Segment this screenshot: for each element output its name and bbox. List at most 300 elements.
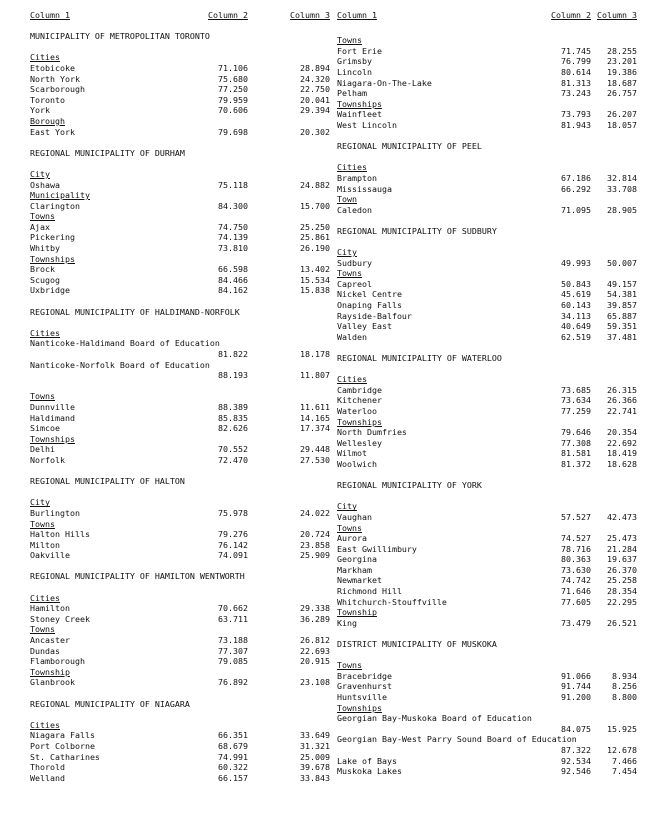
category-heading [30, 667, 330, 678]
column-2-value: 81.581 [561, 448, 591, 459]
column-3-value: 8.256 [612, 681, 637, 692]
column-3-value: 36.289 [300, 613, 330, 624]
category-heading [30, 52, 330, 63]
column-3-value: 25.861 [300, 232, 330, 243]
column-3-value: 8.934 [612, 670, 637, 681]
municipality-name: Huntsville [337, 692, 387, 702]
municipality-name: Markham [337, 564, 372, 575]
municipality-name: Lake of Bays [337, 755, 397, 766]
municipality-name: North Dumfries [337, 427, 407, 438]
table-row [337, 681, 637, 692]
region-title: REGIONAL MUNICIPALITY OF HALDIMAND-NORFOLK [30, 306, 240, 317]
spacer [337, 364, 637, 375]
category-heading [337, 268, 637, 279]
left-column-body [30, 21, 330, 784]
column-3-value: 20.041 [300, 94, 330, 105]
table-row [30, 635, 330, 646]
municipality-name: Port Colborne [30, 740, 95, 751]
municipality-name: Caledon [337, 204, 372, 215]
column-2-value: 81.822 [218, 349, 248, 359]
region-heading [30, 476, 330, 487]
column-2-value: 76.142 [218, 539, 248, 550]
category-label: Cities [30, 52, 60, 63]
column-3-value: 24.022 [300, 507, 330, 518]
column-2-value: 75.680 [218, 73, 248, 84]
table-row [30, 730, 330, 741]
entity-name: Georgian Bay-West Parry Sound Board of Education [337, 734, 577, 745]
table-row [337, 395, 637, 406]
column-3-value: 25.009 [300, 751, 330, 762]
table-row [30, 540, 330, 551]
municipality-name: Whitchurch-Stouffville [337, 596, 447, 607]
column-3-value: 31.321 [300, 740, 330, 751]
column-3-value: 26.190 [300, 243, 330, 254]
entity-name-line [337, 734, 637, 745]
category-heading [30, 391, 330, 402]
column-2-value: 84.075 [561, 723, 591, 734]
column-2-value: 73.630 [561, 564, 591, 575]
entity-name: Georgian Bay-Muskoka Board of Education [337, 713, 532, 724]
column-3-value: 59.351 [607, 321, 637, 332]
spacer [30, 158, 330, 169]
table-row [337, 311, 637, 322]
municipality-name: Nickel Centre [337, 289, 402, 300]
municipality-name: Aurora [337, 533, 367, 544]
category-heading [337, 417, 637, 428]
municipality-name: Stoney Creek [30, 613, 90, 624]
category-heading [337, 162, 637, 173]
column-2-value: 45.619 [561, 289, 591, 300]
category-heading [30, 434, 330, 445]
category-heading [337, 35, 637, 46]
region-title: DISTRICT MUNICIPALITY OF MUSKOKA [337, 639, 497, 650]
entity-name-line [30, 338, 330, 349]
category-heading [337, 99, 637, 110]
column-2-value: 72.470 [218, 454, 248, 465]
municipality-name: Halton Hills [30, 529, 90, 540]
column-3-value: 24.320 [300, 73, 330, 84]
region-heading [30, 31, 330, 42]
table-row [30, 105, 330, 116]
table-row [30, 127, 330, 138]
column-3-value: 23.108 [300, 677, 330, 688]
table-row [337, 438, 637, 449]
column-2-value: 57.527 [561, 511, 591, 522]
municipality-name: Ajax [30, 221, 50, 232]
municipality-name: Vaughan [337, 511, 372, 522]
column-2-value: 70.662 [218, 603, 248, 614]
municipality-name: Hamilton [30, 603, 70, 614]
municipality-name: Whitby [30, 243, 60, 254]
column-3-value: 20.724 [300, 529, 330, 540]
column-3-value: 65.887 [607, 310, 637, 321]
municipality-name: West Lincoln [337, 119, 397, 130]
table-row [30, 614, 330, 625]
column-3-value: 15.925 [607, 723, 637, 734]
column-2-value: 80.363 [561, 554, 591, 565]
column-2-value: 77.307 [218, 645, 248, 656]
table-row [30, 508, 330, 519]
category-label: City [30, 497, 50, 508]
column-3-value: 15.700 [300, 200, 330, 211]
municipality-name: Uxbridge [30, 285, 70, 296]
spacer [337, 470, 637, 481]
column-3-value: 26.366 [607, 395, 637, 406]
municipality-name: Wainfleet [337, 109, 382, 120]
spacer [337, 628, 637, 639]
region-title: REGIONAL MUNICIPALITY OF NIAGARA [30, 698, 190, 709]
entity-name-line [337, 713, 637, 724]
municipality-name: Pelham [337, 88, 367, 99]
table-row [337, 745, 637, 756]
column-3-value: 25.258 [607, 575, 637, 586]
category-heading [30, 328, 330, 339]
municipality-name: Georgina [337, 554, 377, 565]
category-heading [337, 607, 637, 618]
column-3-value: 12.678 [607, 744, 637, 755]
table-row [337, 554, 637, 565]
municipality-name: Clarington [30, 200, 80, 211]
category-heading [30, 519, 330, 530]
spacer [30, 487, 330, 498]
region-heading [30, 571, 330, 582]
table-row [337, 544, 637, 555]
column-2-value: 73.793 [561, 109, 591, 120]
spacer [30, 381, 330, 392]
municipality-name: Delhi [30, 444, 55, 455]
table-row [337, 321, 637, 332]
category-label: Townships [337, 702, 382, 713]
table-row [337, 67, 637, 78]
region-title: REGIONAL MUNICIPALITY OF WATERLOO [337, 353, 502, 363]
column-2-value: 73.810 [218, 243, 248, 254]
municipality-name: Sudbury [337, 257, 372, 268]
table-row [337, 184, 637, 195]
header-row [30, 10, 330, 21]
category-label: City [337, 501, 357, 512]
table-row [337, 448, 637, 459]
spacer [337, 215, 637, 226]
table-row [337, 459, 637, 470]
column-2-value: 70.606 [218, 105, 248, 116]
column-3-value: 14.165 [300, 412, 330, 423]
left-column [30, 10, 330, 783]
municipality-name: Ancaster [30, 635, 70, 646]
municipality-name: Thorold [30, 762, 65, 773]
region-heading [337, 639, 637, 650]
table-row [337, 120, 637, 131]
spacer [30, 688, 330, 699]
column-3-value: 7.466 [612, 755, 637, 766]
column-3-value: 17.374 [300, 423, 330, 434]
column-2-value: 79.959 [218, 94, 248, 105]
column-2-value: 84.300 [218, 200, 248, 211]
column-3-value: 22.692 [607, 437, 637, 448]
column-3-value: 25.250 [300, 221, 330, 232]
table-row [337, 533, 637, 544]
column-3-value: 54.381 [607, 289, 637, 300]
category-heading [337, 247, 637, 258]
column-2-value: 60.143 [561, 300, 591, 311]
column-2-value: 71.095 [561, 204, 591, 215]
column-2-value: 73.243 [561, 88, 591, 99]
municipality-name: Wellesley [337, 437, 382, 448]
column-3-value: 39.857 [607, 300, 637, 311]
table-row [337, 724, 637, 735]
municipality-name: Dundas [30, 645, 60, 656]
column-3-value: 33.843 [300, 772, 330, 783]
category-label: Towns [337, 268, 362, 279]
municipality-name: Flamborough [30, 656, 85, 667]
column-2-value: 74.750 [218, 221, 248, 232]
column-2-value: 91.200 [561, 692, 591, 702]
municipality-name: Richmond Hill [337, 586, 402, 597]
category-label: Towns [30, 211, 55, 222]
table-row [337, 109, 637, 120]
column-3-value: 26.370 [607, 564, 637, 575]
region-title: REGIONAL MUNICIPALITY OF HAMILTON WENTWORTH [30, 571, 245, 582]
column-2-value: 49.993 [561, 257, 591, 268]
table-row [30, 95, 330, 106]
category-heading [337, 523, 637, 534]
column-3-value: 26.207 [607, 109, 637, 120]
spacer [337, 342, 637, 353]
table-row [30, 677, 330, 688]
column-2-value: 68.679 [218, 740, 248, 751]
category-label: Cities [30, 592, 60, 603]
table-row [30, 222, 330, 233]
column-3-value: 49.157 [607, 278, 637, 289]
spacer [30, 561, 330, 572]
municipality-name: King [337, 617, 357, 628]
column-3-value: 39.678 [300, 762, 330, 773]
column-2-value: 79.085 [218, 656, 248, 667]
table-row [337, 575, 637, 586]
table-row [337, 618, 637, 629]
column-2-value: 71.745 [561, 45, 591, 56]
column-2-value: 77.308 [561, 437, 591, 448]
column-2-value: 71.106 [218, 62, 248, 73]
column-3-value: 18.687 [607, 77, 637, 88]
column-3-value: 18.419 [607, 448, 637, 459]
spacer [30, 137, 330, 148]
category-label: Borough [30, 115, 65, 126]
column-3-value: 20.915 [300, 656, 330, 667]
municipality-name: Bracebridge [337, 670, 392, 681]
column-2-value: 88.389 [218, 401, 248, 412]
region-heading [337, 141, 637, 152]
table-row [30, 603, 330, 614]
column-2-value: 63.711 [218, 613, 248, 624]
category-heading [337, 194, 637, 205]
region-title: REGIONAL MUNICIPALITY OF SUDBURY [337, 225, 497, 236]
municipality-name: Etobicoke [30, 62, 75, 73]
table-row [337, 406, 637, 417]
entity-name-line [30, 360, 330, 371]
header-row [337, 10, 637, 21]
column-3-value: 20.354 [607, 427, 637, 438]
column-3-value: 37.481 [607, 331, 637, 342]
region-heading [337, 480, 637, 491]
column-2-value: 40.649 [561, 321, 591, 332]
category-label: Township [30, 666, 70, 677]
spacer [30, 296, 330, 307]
table-row [337, 205, 637, 216]
region-heading [337, 226, 637, 237]
table-row [337, 597, 637, 608]
table-row [30, 201, 330, 212]
category-label: Townships [30, 433, 75, 444]
table-row [337, 46, 637, 57]
table-row [337, 671, 637, 682]
table-row [30, 423, 330, 434]
column-3-value: 28.905 [607, 204, 637, 215]
region-title: MUNICIPALITY OF METROPOLITAN TORONTO [30, 31, 210, 42]
column-3-value: 22.750 [300, 84, 330, 95]
column-2-value: 77.250 [218, 84, 248, 95]
column-2-value: 73.634 [561, 395, 591, 406]
column-2-value: 79.646 [561, 427, 591, 438]
category-heading [30, 211, 330, 222]
column-2-value: 79.276 [218, 529, 248, 540]
table-row [337, 427, 637, 438]
column-2-value: 70.552 [218, 444, 248, 455]
category-heading [30, 624, 330, 635]
municipality-name: Waterloo [337, 405, 377, 416]
region-heading [337, 353, 637, 364]
column-2-value: 71.646 [561, 586, 591, 597]
column-3-value: 7.454 [612, 766, 637, 777]
table-row [30, 413, 330, 424]
region-heading [30, 307, 330, 318]
municipality-name: Oshawa [30, 179, 60, 190]
municipality-name: Toronto [30, 94, 65, 105]
category-label: Cities [337, 374, 367, 385]
table-row [30, 656, 330, 667]
column-2-value: 77.259 [561, 405, 591, 416]
column-3-value: 27.530 [300, 454, 330, 465]
municipality-name: Fort Erie [337, 45, 382, 56]
column-3-value: 22.693 [300, 645, 330, 656]
column-3-value: 8.800 [612, 692, 637, 702]
column-2-value: 76.799 [561, 56, 591, 67]
table-row [30, 349, 330, 360]
column-3-value: 19.637 [607, 554, 637, 565]
category-heading [337, 501, 637, 512]
column-3-value: 28.894 [300, 62, 330, 73]
table-row [337, 258, 637, 269]
category-label: Townships [337, 416, 382, 427]
column-2-value: 84.162 [218, 285, 248, 296]
municipality-name: Niagara Falls [30, 730, 95, 741]
table-row [30, 74, 330, 85]
column-3-value: 42.473 [607, 511, 637, 522]
column-3-value: 23.858 [300, 539, 330, 550]
column-2-value: 91.066 [561, 670, 591, 681]
column-2-value: 79.698 [218, 126, 248, 137]
spacer [30, 317, 330, 328]
category-label: Cities [30, 719, 60, 730]
municipality-name: Scarborough [30, 84, 85, 95]
category-heading [30, 190, 330, 201]
table-row [337, 173, 637, 184]
spacer [337, 650, 637, 661]
column-3-value: 15.534 [300, 274, 330, 285]
table-row [30, 180, 330, 191]
column-3-value: 28.354 [607, 586, 637, 597]
table-row [30, 370, 330, 381]
column-2-value: 75.118 [218, 179, 248, 190]
municipality-name: Pickering [30, 232, 75, 243]
column-3-value: 28.255 [607, 45, 637, 56]
table-row [30, 444, 330, 455]
column-2-value: 73.188 [218, 635, 248, 646]
category-label: Townships [30, 253, 75, 264]
municipality-name: Cambridge [337, 384, 382, 395]
region-title: REGIONAL MUNICIPALITY OF DURHAM [30, 147, 185, 158]
column-2-value: 73.685 [561, 384, 591, 395]
column-2-value: 74.991 [218, 751, 248, 762]
column-2-value: 62.519 [561, 331, 591, 342]
spacer [337, 491, 637, 502]
column-3-value: 21.284 [607, 543, 637, 554]
municipality-name: Rayside-Balfour [337, 310, 412, 321]
right-column [337, 10, 637, 777]
table-row [337, 756, 637, 767]
municipality-name: Haldimand [30, 412, 75, 423]
right-column-body [337, 21, 637, 777]
spacer [30, 21, 330, 32]
region-heading [30, 699, 330, 710]
column-2-value: 92.534 [561, 755, 591, 766]
column-2-value: 82.626 [218, 423, 248, 434]
column-3-value: 18.628 [607, 458, 637, 469]
table-row [337, 78, 637, 89]
column-3-value: 18.178 [300, 349, 330, 359]
region-heading [30, 148, 330, 159]
spacer [337, 21, 637, 32]
table-row [30, 243, 330, 254]
municipality-name: Welland [30, 772, 65, 783]
column-2-value: 75.978 [218, 507, 248, 518]
column-2-value: 81.372 [561, 458, 591, 469]
municipality-name: Valley East [337, 321, 392, 332]
category-label: Municipality [30, 190, 90, 201]
table-row [337, 300, 637, 311]
spacer [30, 466, 330, 477]
column-3-value: 26.521 [607, 617, 637, 628]
table-row [337, 332, 637, 343]
municipality-name: Scugog [30, 274, 60, 285]
column-2-value: 85.835 [218, 412, 248, 423]
municipality-name: Mississauga [337, 183, 392, 194]
municipality-name: Niagara-On-The-Lake [337, 77, 432, 88]
municipality-name: Grimsby [337, 56, 372, 67]
municipality-name: Dunnville [30, 401, 75, 412]
header-column-1: Column 1 [30, 10, 70, 20]
column-3-value: 15.838 [300, 285, 330, 296]
category-label: Towns [337, 35, 362, 46]
table-row [337, 88, 637, 99]
header-column-3: Column 3 [597, 10, 637, 20]
column-3-value: 11.807 [300, 370, 330, 381]
column-2-value: 76.892 [218, 677, 248, 688]
municipality-name: Capreol [337, 278, 372, 289]
municipality-name: Lincoln [337, 66, 372, 77]
municipality-name: Glanbrook [30, 677, 75, 688]
table-row [337, 766, 637, 777]
column-2-value: 73.479 [561, 617, 591, 628]
